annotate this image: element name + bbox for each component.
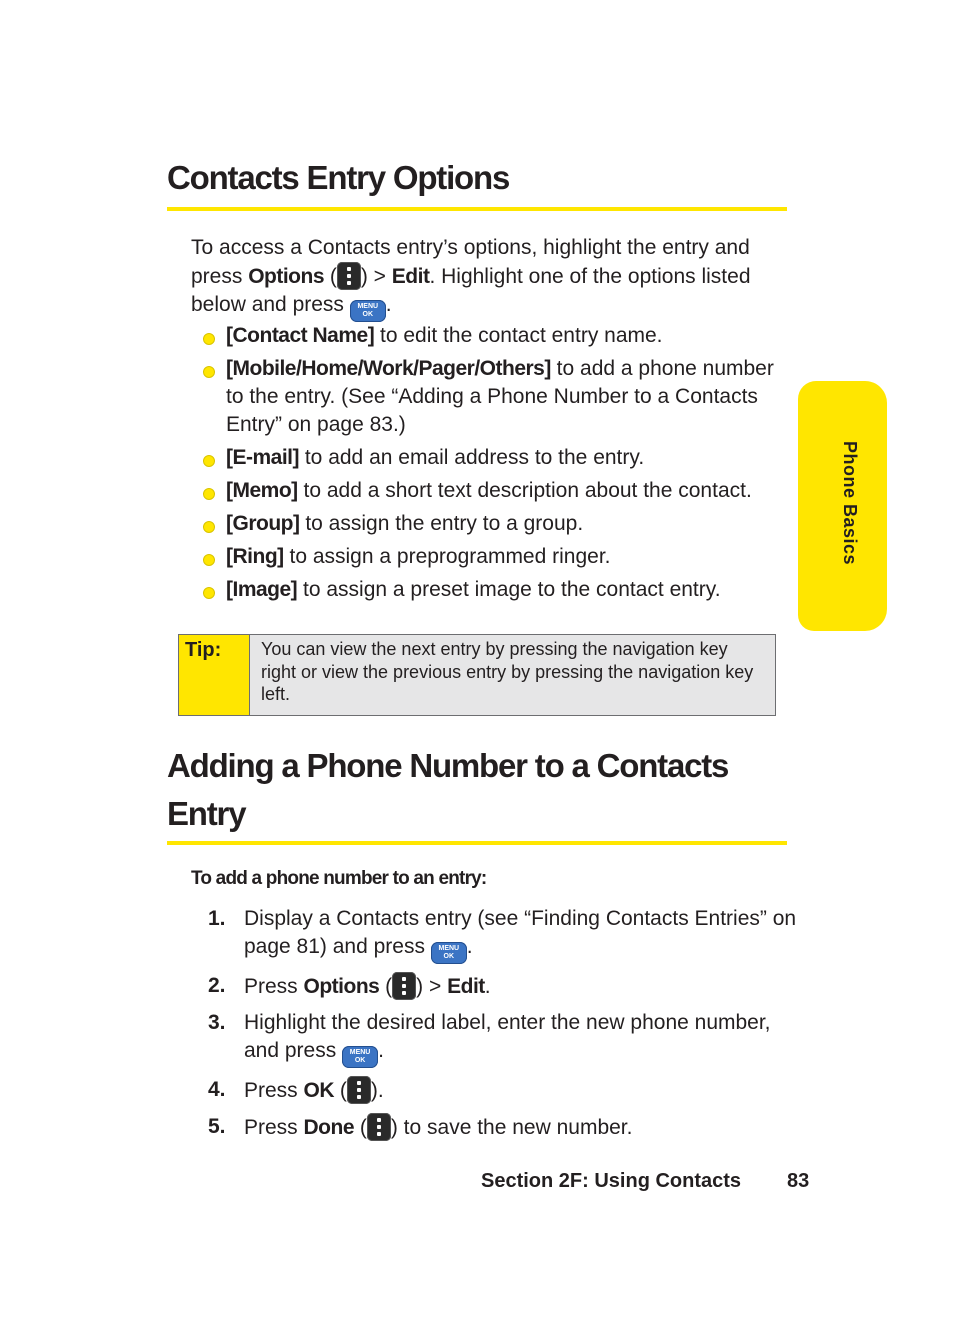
step-item: 5. Press Done ( ) to save the new number. <box>208 1115 633 1139</box>
title-rule <box>167 207 787 211</box>
procedure-subhead: To add a phone number to an entry: <box>191 868 487 889</box>
step-item: 3. Highlight the desired label, enter the new phone number, and press MENU OK . <box>208 1009 798 1068</box>
tip-box <box>178 634 776 716</box>
step-item: 1. Display a Contacts entry (see “Finding Contacts Entries” on page 81) and press MENU OK . <box>208 905 798 964</box>
softkey-icon <box>367 1113 391 1141</box>
bullet-icon <box>203 455 215 467</box>
bullet-icon <box>203 554 215 566</box>
bullet-icon <box>203 366 215 378</box>
list-item: [Ring] to assign a preprogrammed ringer. <box>203 543 793 571</box>
list-item: [Group] to assign the entry to a group. <box>203 510 793 538</box>
menu-ok-key-icon: MENU OK <box>342 1046 378 1068</box>
list-item: [Contact Name] to edit the contact entry name. <box>203 322 793 350</box>
footer-section-label: Section 2F: Using Contacts <box>481 1170 742 1192</box>
list-item: [E-mail] to add an email address to the entry. <box>203 444 793 472</box>
list-item: [Image] to assign a preset image to the contact entry. <box>203 576 793 604</box>
bullet-icon <box>203 333 215 345</box>
softkey-icon <box>347 1076 371 1104</box>
page-number: 83 <box>787 1170 810 1192</box>
section-title-adding-phone-number: Adding a Phone Number to a Contacts Entry <box>167 747 729 832</box>
step-item: 2. Press Options ( ) > Edit. <box>208 974 491 998</box>
edit-label: Edit <box>391 265 430 288</box>
intro-paragraph: To access a Contacts entry’s options, highlight the entry and press Options ( ) > Edit. Highlight one of the options listed below and press MENU OK . <box>191 234 781 322</box>
menu-ok-key-icon: MENU OK <box>350 300 386 322</box>
steps-list <box>208 905 798 1150</box>
tip-label: Tip: <box>179 635 250 715</box>
bullet-icon <box>203 521 215 533</box>
tip-text: You can view the next entry by pressing the navigation key right or view the previous entry by pressing the navigation key left. <box>250 635 775 715</box>
section-title-contacts-entry-options: Contacts Entry Options <box>167 159 510 196</box>
step-item: 4. Press OK ( ). <box>208 1078 384 1102</box>
title-rule <box>167 841 787 845</box>
list-item: [Mobile/Home/Work/Pager/Others] to add a phone number to the entry. (See “Adding a Phone Number to a Contacts Entry” on page 83.) <box>203 355 793 439</box>
bullet-icon <box>203 587 215 599</box>
options-list <box>203 322 793 609</box>
menu-ok-key-icon: MENU OK <box>431 942 467 964</box>
side-tab-label: Phone Basics <box>840 441 860 566</box>
options-label: Options <box>248 265 325 288</box>
softkey-icon <box>392 972 416 1000</box>
softkey-icon <box>337 262 361 290</box>
list-item: [Memo] to add a short text description about the contact. <box>203 477 793 505</box>
bullet-icon <box>203 488 215 500</box>
